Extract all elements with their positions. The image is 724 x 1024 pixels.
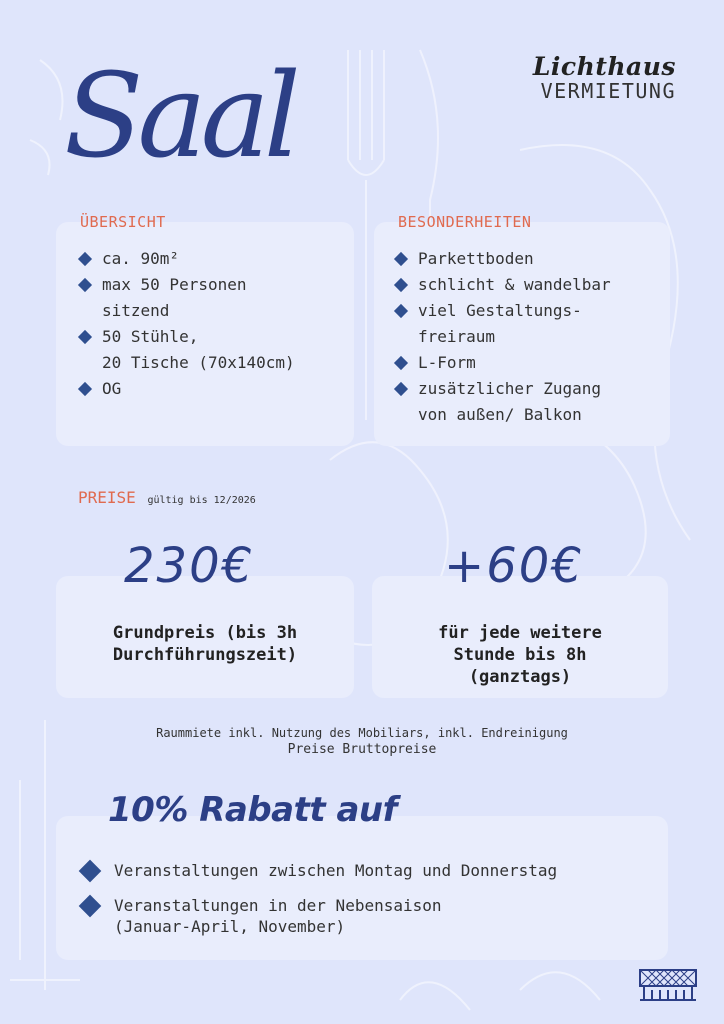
svg-text:Saal: Saal xyxy=(64,49,295,178)
list-item: Parkettboden xyxy=(394,246,674,272)
base-price-amount: 230€ xyxy=(124,538,255,594)
overview-list xyxy=(78,246,358,402)
diamond-bullet-icon xyxy=(78,252,92,266)
saal-title-lettering xyxy=(64,38,314,178)
diamond-bullet-icon xyxy=(394,356,408,370)
price-note-gross: Preise Bruttopreise xyxy=(287,742,437,757)
features-heading: BESONDERHEITEN xyxy=(398,213,532,231)
list-item: Veranstaltungen in der Nebensaison (Januar-April, November) xyxy=(78,895,658,937)
extra-price-description: für jede weitere Stunde bis 8h (ganztags) xyxy=(438,623,602,687)
diamond-bullet-icon xyxy=(79,860,102,883)
diamond-bullet-icon xyxy=(394,382,408,396)
extra-price-amount: +60€ xyxy=(444,538,584,594)
diamond-bullet-icon xyxy=(79,895,102,918)
features-list xyxy=(394,246,674,428)
prices-validity: gültig bis 12/2026 xyxy=(147,495,256,506)
page-title xyxy=(64,38,314,178)
overview-heading: ÜBERSICHT xyxy=(80,213,166,231)
brand-subtitle: VERMIETUNG xyxy=(540,79,676,103)
discount-list xyxy=(78,860,658,951)
list-item: ca. 90m² xyxy=(78,246,358,272)
price-note: Raummiete inkl. Nutzung des Mobiliars, inkl. Endreinigung xyxy=(156,726,568,740)
diamond-bullet-icon xyxy=(394,278,408,292)
base-price-description: Grundpreis (bis 3h Durchführungszeit) xyxy=(112,623,298,665)
diamond-bullet-icon xyxy=(394,252,408,266)
diamond-bullet-icon xyxy=(78,382,92,396)
discount-heading: 10% Rabatt auf xyxy=(108,790,397,830)
brand-name: Lichthaus xyxy=(532,52,676,81)
diamond-bullet-icon xyxy=(78,278,92,292)
diamond-bullet-icon xyxy=(394,304,408,318)
brand-logo xyxy=(533,52,676,103)
list-item: L-Form xyxy=(394,350,674,376)
prices-title: PREISE xyxy=(78,488,136,507)
diamond-bullet-icon xyxy=(78,330,92,344)
list-item: zusätzlicher Zugang von außen/ Balkon xyxy=(394,376,674,428)
list-item: max 50 Personen sitzend xyxy=(78,272,358,324)
list-item: viel Gestaltungs- freiraum xyxy=(394,298,674,350)
building-logo-icon xyxy=(638,968,698,1002)
list-item: schlicht & wandelbar xyxy=(394,272,674,298)
prices-heading xyxy=(78,488,256,507)
list-item: Veranstaltungen zwischen Montag und Donnerstag xyxy=(78,860,658,881)
list-item: OG xyxy=(78,376,358,402)
list-item: 50 Stühle, 20 Tische (70x140cm) xyxy=(78,324,358,376)
